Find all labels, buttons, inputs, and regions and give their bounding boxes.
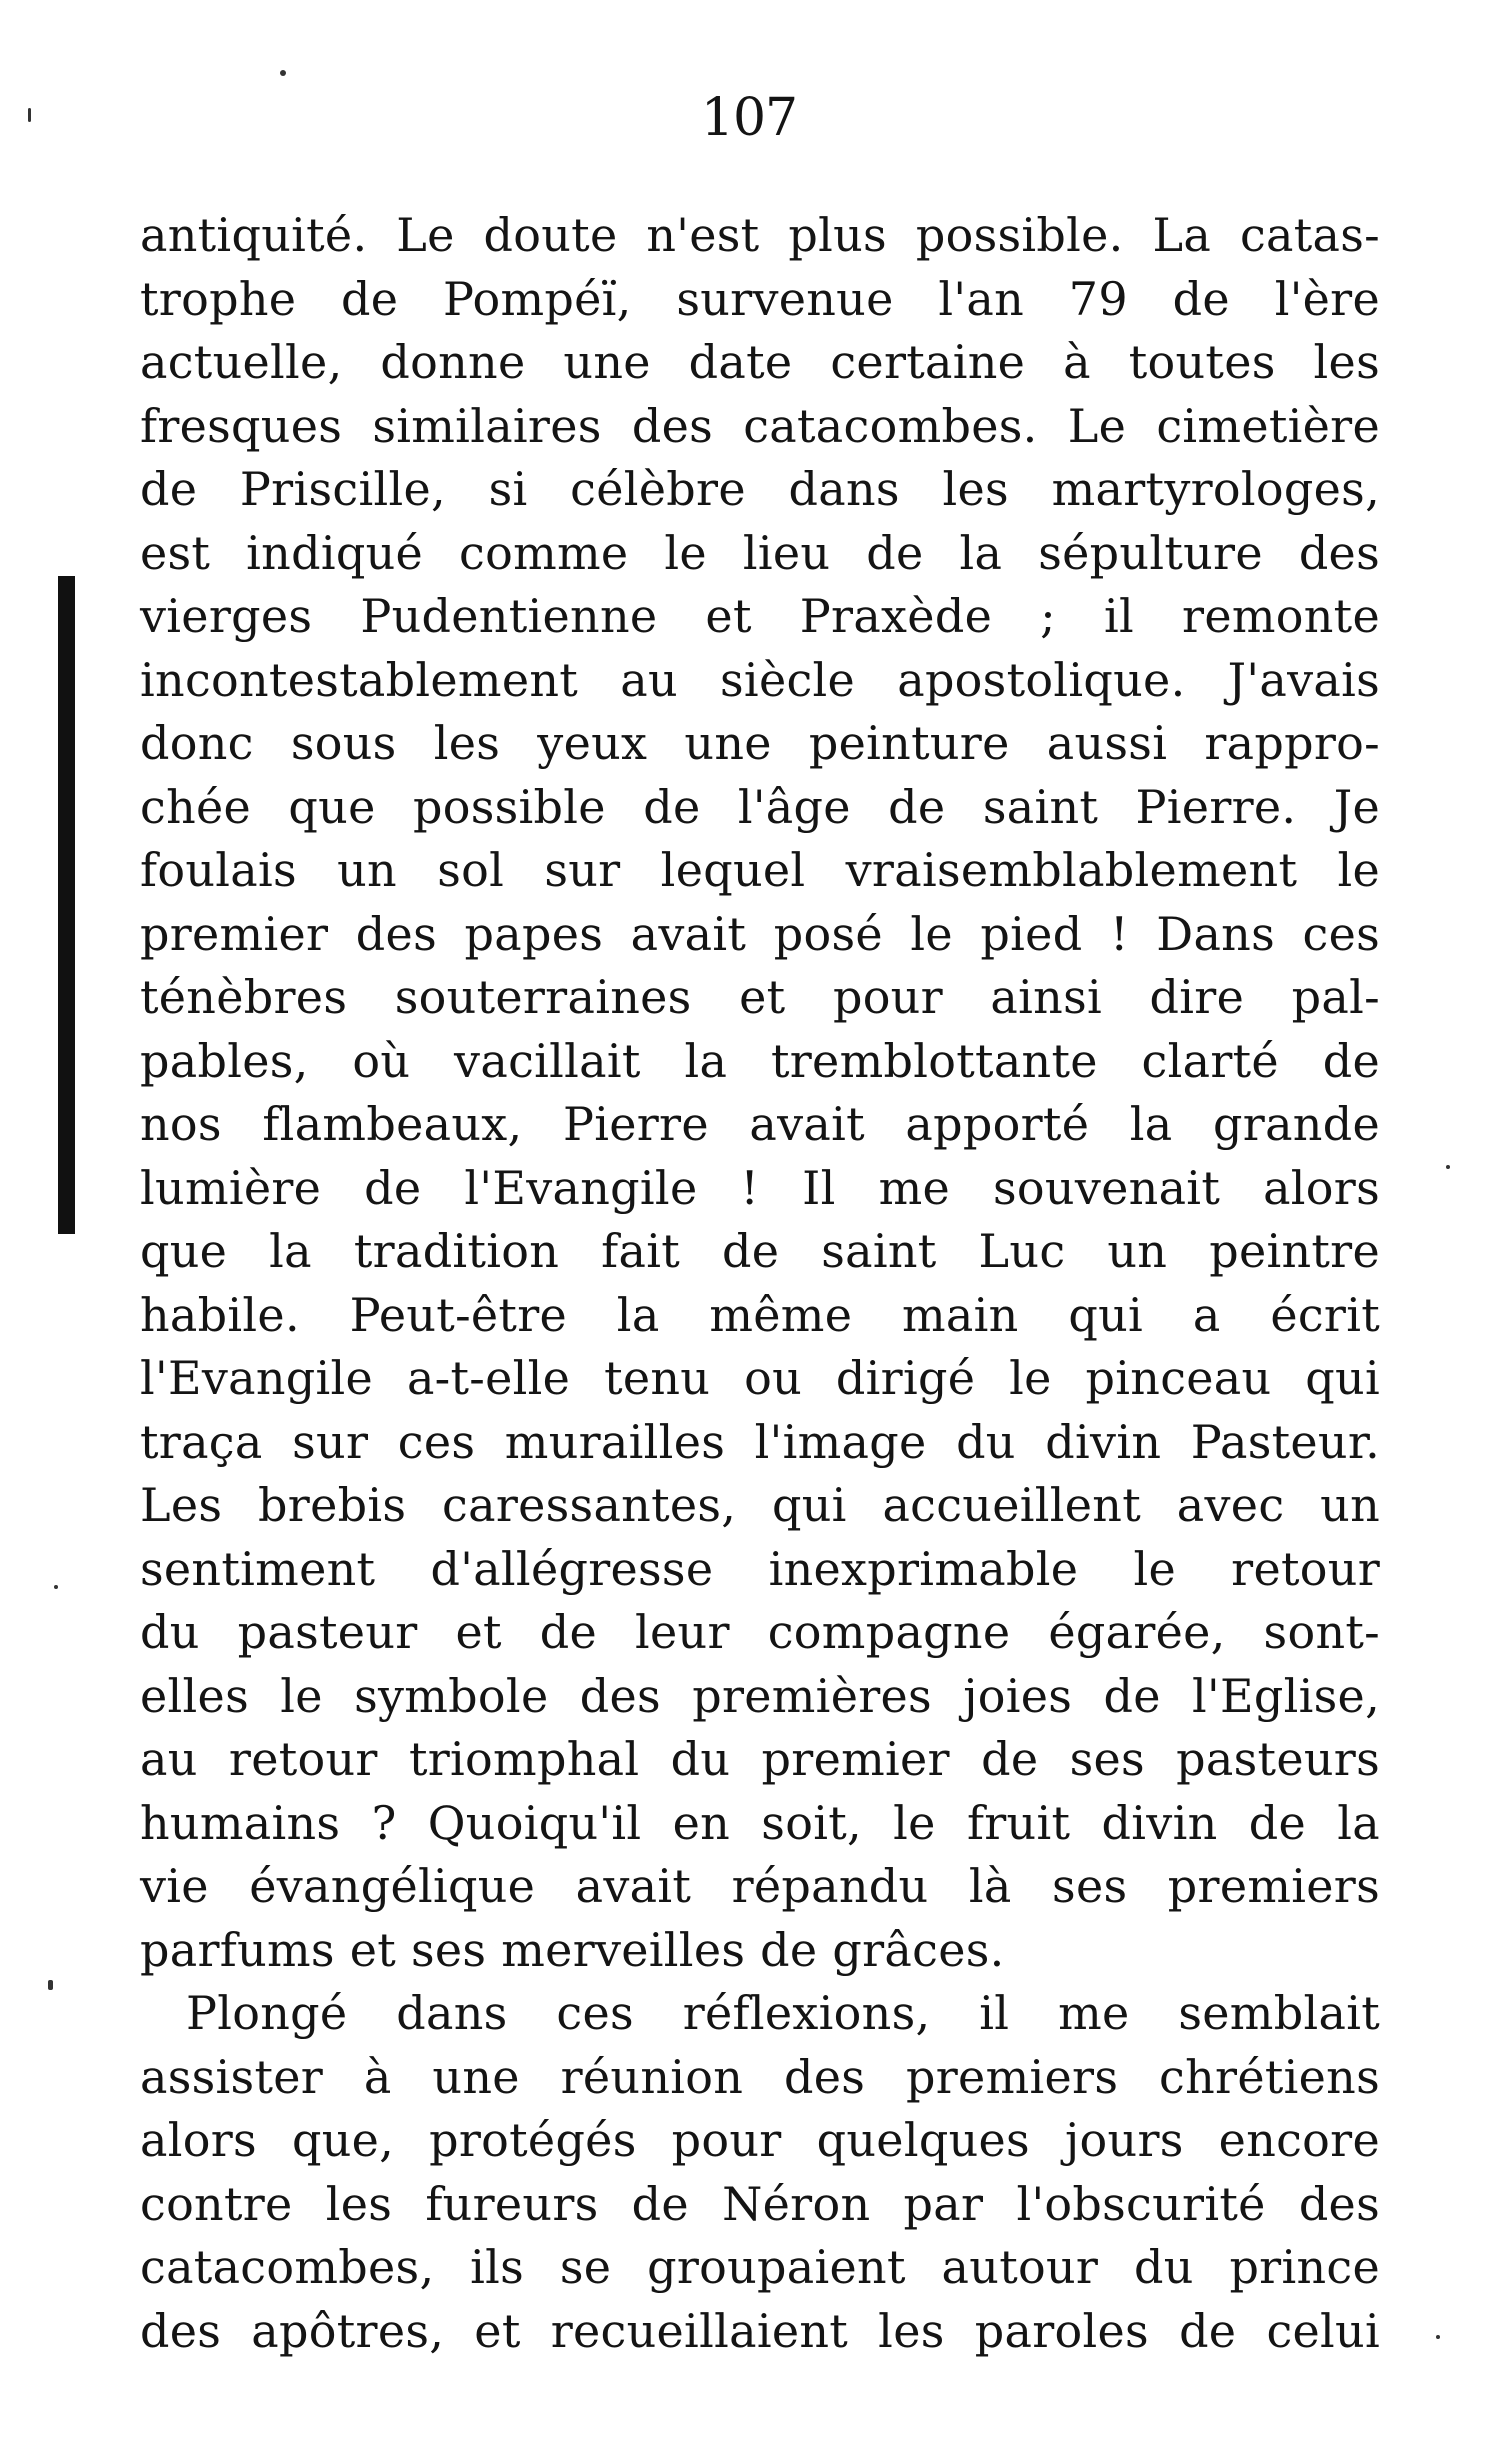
text-line: antiquité. Le doute n'est plus possible. La catas-: [140, 208, 1380, 262]
text-line: premier des papes avait posé le pied ! Dans ces: [140, 906, 1380, 961]
speck: [48, 1980, 53, 1990]
text-line: sentiment d'allégresse inexprimable le retour: [140, 1541, 1380, 1596]
speck: [54, 1585, 58, 1589]
text-line: trophe de Pompéï, survenue l'an 79 de l'ère: [140, 271, 1380, 326]
text-line: nos flambeaux, Pierre avait apporté la grande: [140, 1097, 1380, 1151]
speck: [280, 70, 286, 76]
text-line: contre les fureurs de Néron par l'obscurité des: [140, 2176, 1380, 2231]
text-line: parfums et ses merveilles de grâces.: [140, 1922, 1005, 1977]
text-line: de Priscille, si célèbre dans les martyrologes,: [140, 462, 1380, 516]
text-line: vierges Pudentienne et Praxède ; il remonte: [140, 589, 1380, 643]
text-line: actuelle, donne une date certaine à toutes les: [140, 335, 1380, 389]
text-line: l'Evangile a-t-elle tenu ou dirigé le pinceau qui: [140, 1351, 1380, 1405]
body-text: [140, 204, 1380, 2363]
text-line: que la tradition fait de saint Luc un peintre: [140, 1224, 1380, 1278]
text-line: vie évangélique avait répandu là ses premiers: [140, 1859, 1380, 1913]
text-line: incontestablement au siècle apostolique. J'avais: [140, 652, 1380, 707]
text-line: catacombes, ils se groupaient autour du prince: [140, 2240, 1380, 2294]
text-line: foulais un sol sur lequel vraisemblablement le: [140, 843, 1380, 897]
speck: [1446, 1165, 1450, 1169]
text-line: fresques similaires des catacombes. Le cimetière: [140, 398, 1380, 453]
text-line: humains ? Quoiqu'il en soit, le fruit divin de la: [140, 1795, 1380, 1850]
text-line: du pasteur et de leur compagne égarée, sont-: [140, 1605, 1380, 1659]
text-line: elles le symbole des premières joies de l'Eglise,: [140, 1668, 1380, 1723]
text-line: alors que, protégés pour quelques jours encore: [140, 2113, 1380, 2167]
text-line: traça sur ces murailles l'image du divin Pasteur.: [140, 1414, 1380, 1469]
page-number: 107: [700, 88, 798, 148]
text-line: Les brebis caressantes, qui accueillent avec un: [140, 1478, 1380, 1532]
text-line: au retour triomphal du premier de ses pasteurs: [140, 1732, 1380, 1786]
text-line: lumière de l'Evangile ! Il me souvenait alors: [140, 1160, 1380, 1215]
speck: [28, 108, 31, 122]
text-line: pables, où vacillait la tremblottante clarté de: [140, 1033, 1380, 1088]
text-line: assister à une réunion des premiers chrétiens: [140, 2049, 1380, 2104]
text-line: Plongé dans ces réflexions, il me semblait: [186, 1986, 1380, 2040]
text-line: habile. Peut-être la même main qui a écrit: [140, 1287, 1380, 1342]
margin-bar: [58, 576, 75, 1234]
speck: [1436, 2335, 1440, 2339]
text-line: des apôtres, et recueillaient les paroles de celui: [140, 2303, 1380, 2358]
text-line: ténèbres souterraines et pour ainsi dire pal-: [140, 970, 1380, 1024]
text-line: donc sous les yeux une peinture aussi rappro-: [140, 716, 1380, 770]
text-line: chée que possible de l'âge de saint Pierre. Je: [140, 779, 1380, 834]
text-line: est indiqué comme le lieu de la sépulture des: [140, 525, 1380, 580]
